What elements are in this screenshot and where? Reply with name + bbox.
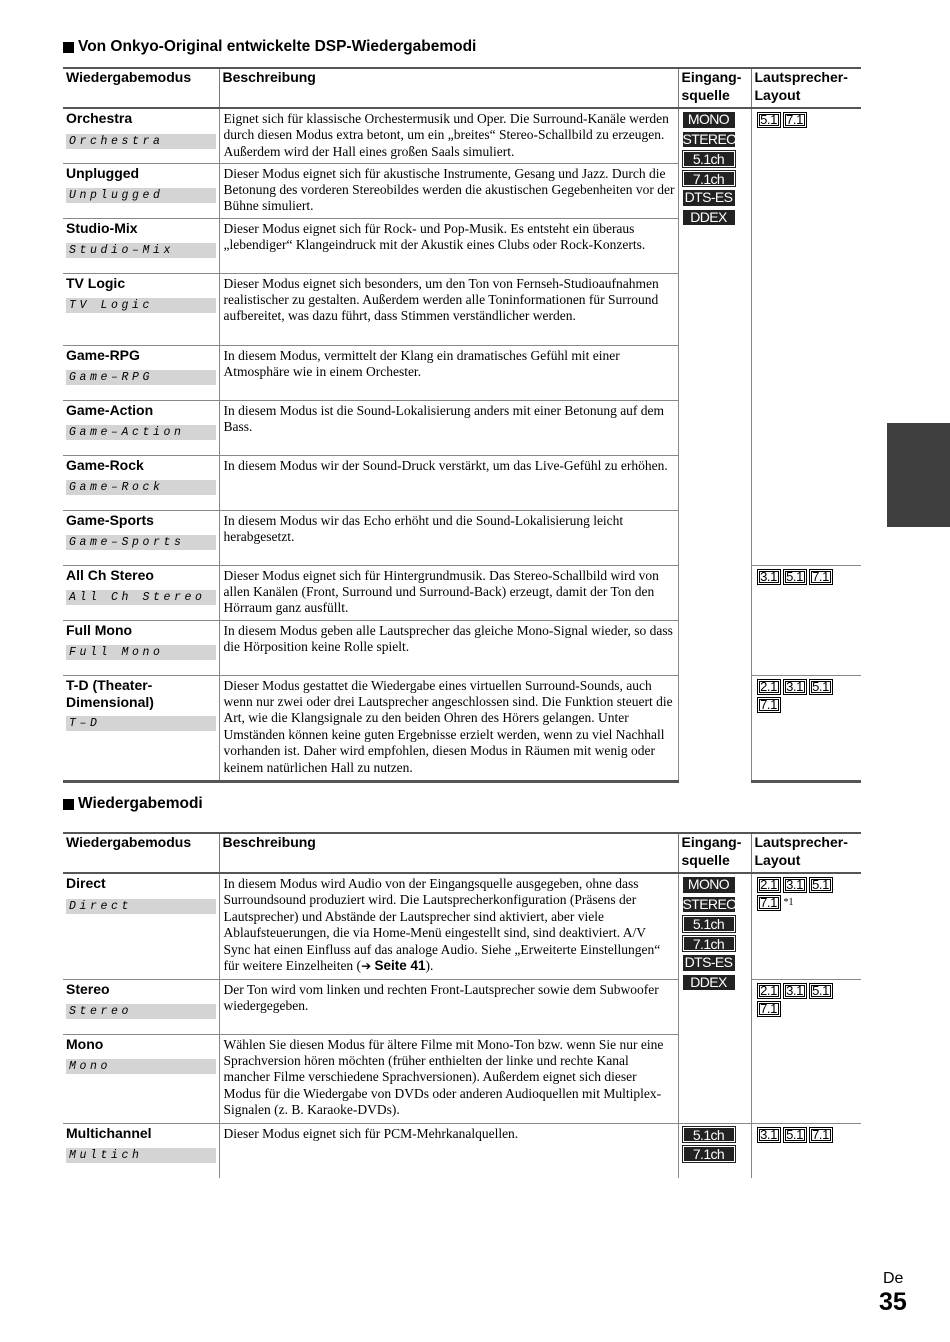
playback-modes-table — [63, 832, 861, 1178]
speaker-badge: 5.1 — [783, 1127, 807, 1143]
speaker-layout-cell — [751, 1123, 861, 1178]
mode-description: Dieser Modus eignet sich besonders, um den Ton von Fernseh-Studioaufnahmen realistischer zu gestalten. Außerdem werden alle Toninformationen für Surround aufbereitet, was dazu führt, dass Stimmen verständlicher werden. — [219, 273, 678, 345]
display-indicator: Full Mono — [66, 645, 216, 660]
chapter-side-tab — [887, 423, 950, 527]
speaker-layout-cell — [751, 565, 861, 675]
speaker-badge: 2.1 — [757, 679, 781, 695]
display-indicator: Orchestra — [66, 134, 216, 149]
display-indicator: Stereo — [66, 1004, 216, 1019]
mode-name: All Ch Stereo — [66, 566, 154, 583]
mode-name: Stereo — [66, 980, 110, 997]
display-indicator: Game–Action — [66, 425, 216, 440]
input-source-cell — [678, 1123, 751, 1178]
speaker-badge: 2.1 — [757, 877, 781, 893]
mode-description: In diesem Modus geben alle Lautsprecher das gleiche Mono-Signal wieder, so dass die Hörposition keine Rolle spielt. — [219, 620, 678, 675]
source-badge-5-1ch: 5.1ch — [683, 1127, 735, 1143]
header-mode: Wiedergabemodus — [63, 833, 219, 873]
mode-description: Dieser Modus gestattet die Wiedergabe eines virtuellen Surround-Sounds, auch wenn nur zwei oder drei Lautsprecher angeschlossen sind. Die Funktion steuert die Art, wie die Klangsignale zu den beiden Ohren des Hörers gelangen. Unter Umständen können keine guten Ergebnisse erzielt werden, wenn zu viel Nachhall vorhanden ist. Daher wird empfohlen, diesen Modus in Räumen mit wenig oder keinem natürlichen Hall zu nutzen. — [219, 675, 678, 781]
speaker-badge: 3.1 — [783, 679, 807, 695]
language-label: De — [883, 1270, 904, 1287]
speaker-layout-cell — [751, 873, 861, 979]
speaker-badge: 7.1 — [757, 697, 781, 713]
source-badge-5-1ch: 5.1ch — [683, 916, 735, 932]
display-indicator: Mono — [66, 1059, 216, 1074]
table-row — [63, 108, 861, 163]
mode-description: Eignet sich für klassische Orchestermusik und Oper. Die Surround-Kanäle werden durch diesen Modus extra betont, um ein „breites“ Stereo-Schallbild zu erzeugen. Außerdem wird der Hall eines großen Saals simuliert. — [219, 108, 678, 163]
source-badge-dolby-ex: DDEX — [683, 210, 735, 226]
mode-description: In diesem Modus, vermittelt der Klang ein dramatisches Gefühl mit einer Atmosphäre wie in einem Orchester. — [219, 345, 678, 400]
mode-name: TV Logic — [66, 274, 126, 291]
source-badge-dts-es: DTS-ES — [683, 955, 735, 971]
mode-description: In diesem Modus wir der Sound-Druck verstärkt, um das Live-Gefühl zu erhöhen. — [219, 455, 678, 510]
speaker-layout-cell — [751, 675, 861, 781]
page-number: 35 — [879, 1288, 907, 1316]
mode-description — [219, 873, 678, 979]
source-badge-stereo: STEREO — [682, 895, 737, 912]
display-indicator: Multich — [66, 1148, 216, 1163]
speaker-badge: 3.1 — [783, 983, 807, 999]
speaker-badge: 7.1 — [757, 895, 781, 911]
speaker-badge: 5.1 — [809, 983, 833, 999]
header-desc: Beschreibung — [219, 833, 678, 873]
source-badge-7-1ch: 7.1ch — [683, 1146, 735, 1162]
display-indicator: Unplugged — [66, 188, 216, 203]
arrow-right-icon: ➔ — [361, 959, 372, 974]
source-badge-mono: MONO — [683, 112, 735, 128]
header-speaker: Lautsprecher-Layout — [751, 833, 861, 873]
mode-name: Unplugged — [66, 164, 140, 181]
footnote-marker: *1 — [783, 897, 794, 908]
square-bullet-icon — [63, 42, 74, 53]
mode-name: Direct — [66, 875, 106, 891]
mode-description: In diesem Modus ist die Sound-Lokalisierung anders mit einer Betonung auf dem Bass. — [219, 400, 678, 455]
header-source: Eingang-squelle — [678, 68, 751, 108]
mode-name: Game-Sports — [66, 511, 154, 528]
header-speaker: Lautsprecher-Layout — [751, 68, 861, 108]
mode-name: Full Mono — [66, 621, 133, 638]
speaker-layout-cell — [751, 108, 861, 565]
source-badge-dts-es: DTS-ES — [683, 190, 735, 206]
table-row — [63, 1123, 861, 1178]
section-title: Von Onkyo-Original entwickelte DSP-Wiedergabemodi — [78, 38, 477, 55]
speaker-badge: 7.1 — [809, 1127, 833, 1143]
speaker-badge: 3.1 — [783, 877, 807, 893]
header-source: Eingang-squelle — [678, 833, 751, 873]
section-title: Wiedergabemodi — [78, 795, 203, 812]
page-reference-link[interactable]: Seite 41 — [374, 958, 426, 974]
dsp-modes-table — [63, 67, 861, 783]
source-badge-stereo: STEREO — [682, 130, 737, 147]
display-indicator: Studio–Mix — [66, 243, 216, 258]
speaker-layout-cell — [751, 979, 861, 1123]
display-indicator: TV Logic — [66, 298, 216, 313]
source-badge-dolby-ex: DDEX — [683, 975, 735, 991]
speaker-badge: 5.1 — [809, 877, 833, 893]
display-indicator: Game–RPG — [66, 370, 216, 385]
section-heading-playback — [63, 795, 203, 813]
mode-description: Dieser Modus eignet sich für akustische Instrumente, Gesang und Jazz. Durch die Betonung des vorderen Stereobildes werden die akustischen Gegebenheiten vor der Bühne simuliert. — [219, 163, 678, 218]
mode-name: Multichannel — [66, 1124, 152, 1141]
mode-description: Der Ton wird vom linken und rechten Front-Lautsprecher sowie dem Subwoofer wiedergegeben. — [219, 979, 678, 1034]
speaker-badge: 5.1 — [783, 569, 807, 585]
speaker-badge: 2.1 — [757, 983, 781, 999]
mode-name: Game-Rock — [66, 456, 144, 473]
source-badge-7-1ch: 7.1ch — [683, 936, 735, 952]
desc-text: In diesem Modus wird Audio von der Eingangsquelle ausgegeben, ohne dass Surroundsound produziert wird. Die Lautsprecherkonfiguration (Präsens der Lautsprecher) und Abstände der Lautsprecher sind aktiviert, aber viele Ablaufsteuerungen, die via Home-Menü eingestellt sind, sind deaktiviert. A/V Sync hat einen Einfluss auf das analoge Audio. Siehe „Erweiterte Einstellungen“ für weitere Einzelheiten ( — [223, 876, 661, 974]
mode-name: Orchestra — [66, 110, 133, 126]
square-bullet-icon — [63, 799, 74, 810]
speaker-badge: 7.1 — [809, 569, 833, 585]
mode-name: T-D (Theater-Dimensional) — [66, 676, 154, 710]
mode-description: Dieser Modus eignet sich für PCM-Mehrkanalquellen. — [219, 1123, 678, 1178]
source-badge-5-1ch: 5.1ch — [683, 151, 735, 167]
display-indicator: All Ch Stereo — [66, 590, 216, 605]
display-indicator: Game–Rock — [66, 480, 216, 495]
source-badge-7-1ch: 7.1ch — [683, 171, 735, 187]
speaker-badge: 5.1 — [809, 679, 833, 695]
speaker-badge: 5.1 — [757, 112, 781, 128]
mode-name: Game-Action — [66, 401, 154, 418]
speaker-badge: 7.1 — [783, 112, 807, 128]
speaker-badge: 7.1 — [757, 1001, 781, 1017]
mode-name: Game-RPG — [66, 346, 140, 363]
speaker-badge: 3.1 — [757, 1127, 781, 1143]
input-source-cell — [678, 108, 751, 781]
mode-description: Wählen Sie diesen Modus für ältere Filme mit Mono-Ton bzw. wenn Sie nur eine Sprachversion hören möchten (früher enthielten der linke und rechte Kanal mancher Filme verschiedene Sprachversionen). Außerdem eignet sich dieser Modus für die Wiedergabe von DVDs oder anderen Audioquellen mit Multiplex-Signalen (z. B. Karaoke-DVDs). — [219, 1034, 678, 1123]
table-row — [63, 873, 861, 979]
display-indicator: Game–Sports — [66, 535, 216, 550]
mode-description: Dieser Modus eignet sich für Hintergrundmusik. Das Stereo-Schallbild wird von allen Kanälen (Front, Surround und Surround-Back) erzeugt, damit der Ton den Hörraum ganz ausfüllt. — [219, 565, 678, 620]
header-desc: Beschreibung — [219, 68, 678, 108]
source-badge-mono: MONO — [683, 877, 735, 893]
display-indicator: Direct — [66, 899, 216, 914]
section-heading-dsp — [63, 38, 476, 56]
mode-name: Studio-Mix — [66, 219, 138, 236]
mode-name: Mono — [66, 1035, 104, 1052]
mode-description: Dieser Modus eignet sich für Rock- und Pop-Musik. Es entsteht ein überaus „lebendiger“ Klangeindruck mit der Akustik eines Clubs oder Rock-Konzerts. — [219, 218, 678, 273]
display-indicator: T–D — [66, 716, 216, 731]
input-source-cell — [678, 873, 751, 1123]
desc-text-end: ). — [425, 958, 434, 974]
header-mode: Wiedergabemodus — [63, 68, 219, 108]
speaker-badge: 3.1 — [757, 569, 781, 585]
mode-description: In diesem Modus wir das Echo erhöht und die Sound-Lokalisierung leicht herabgesetzt. — [219, 510, 678, 565]
